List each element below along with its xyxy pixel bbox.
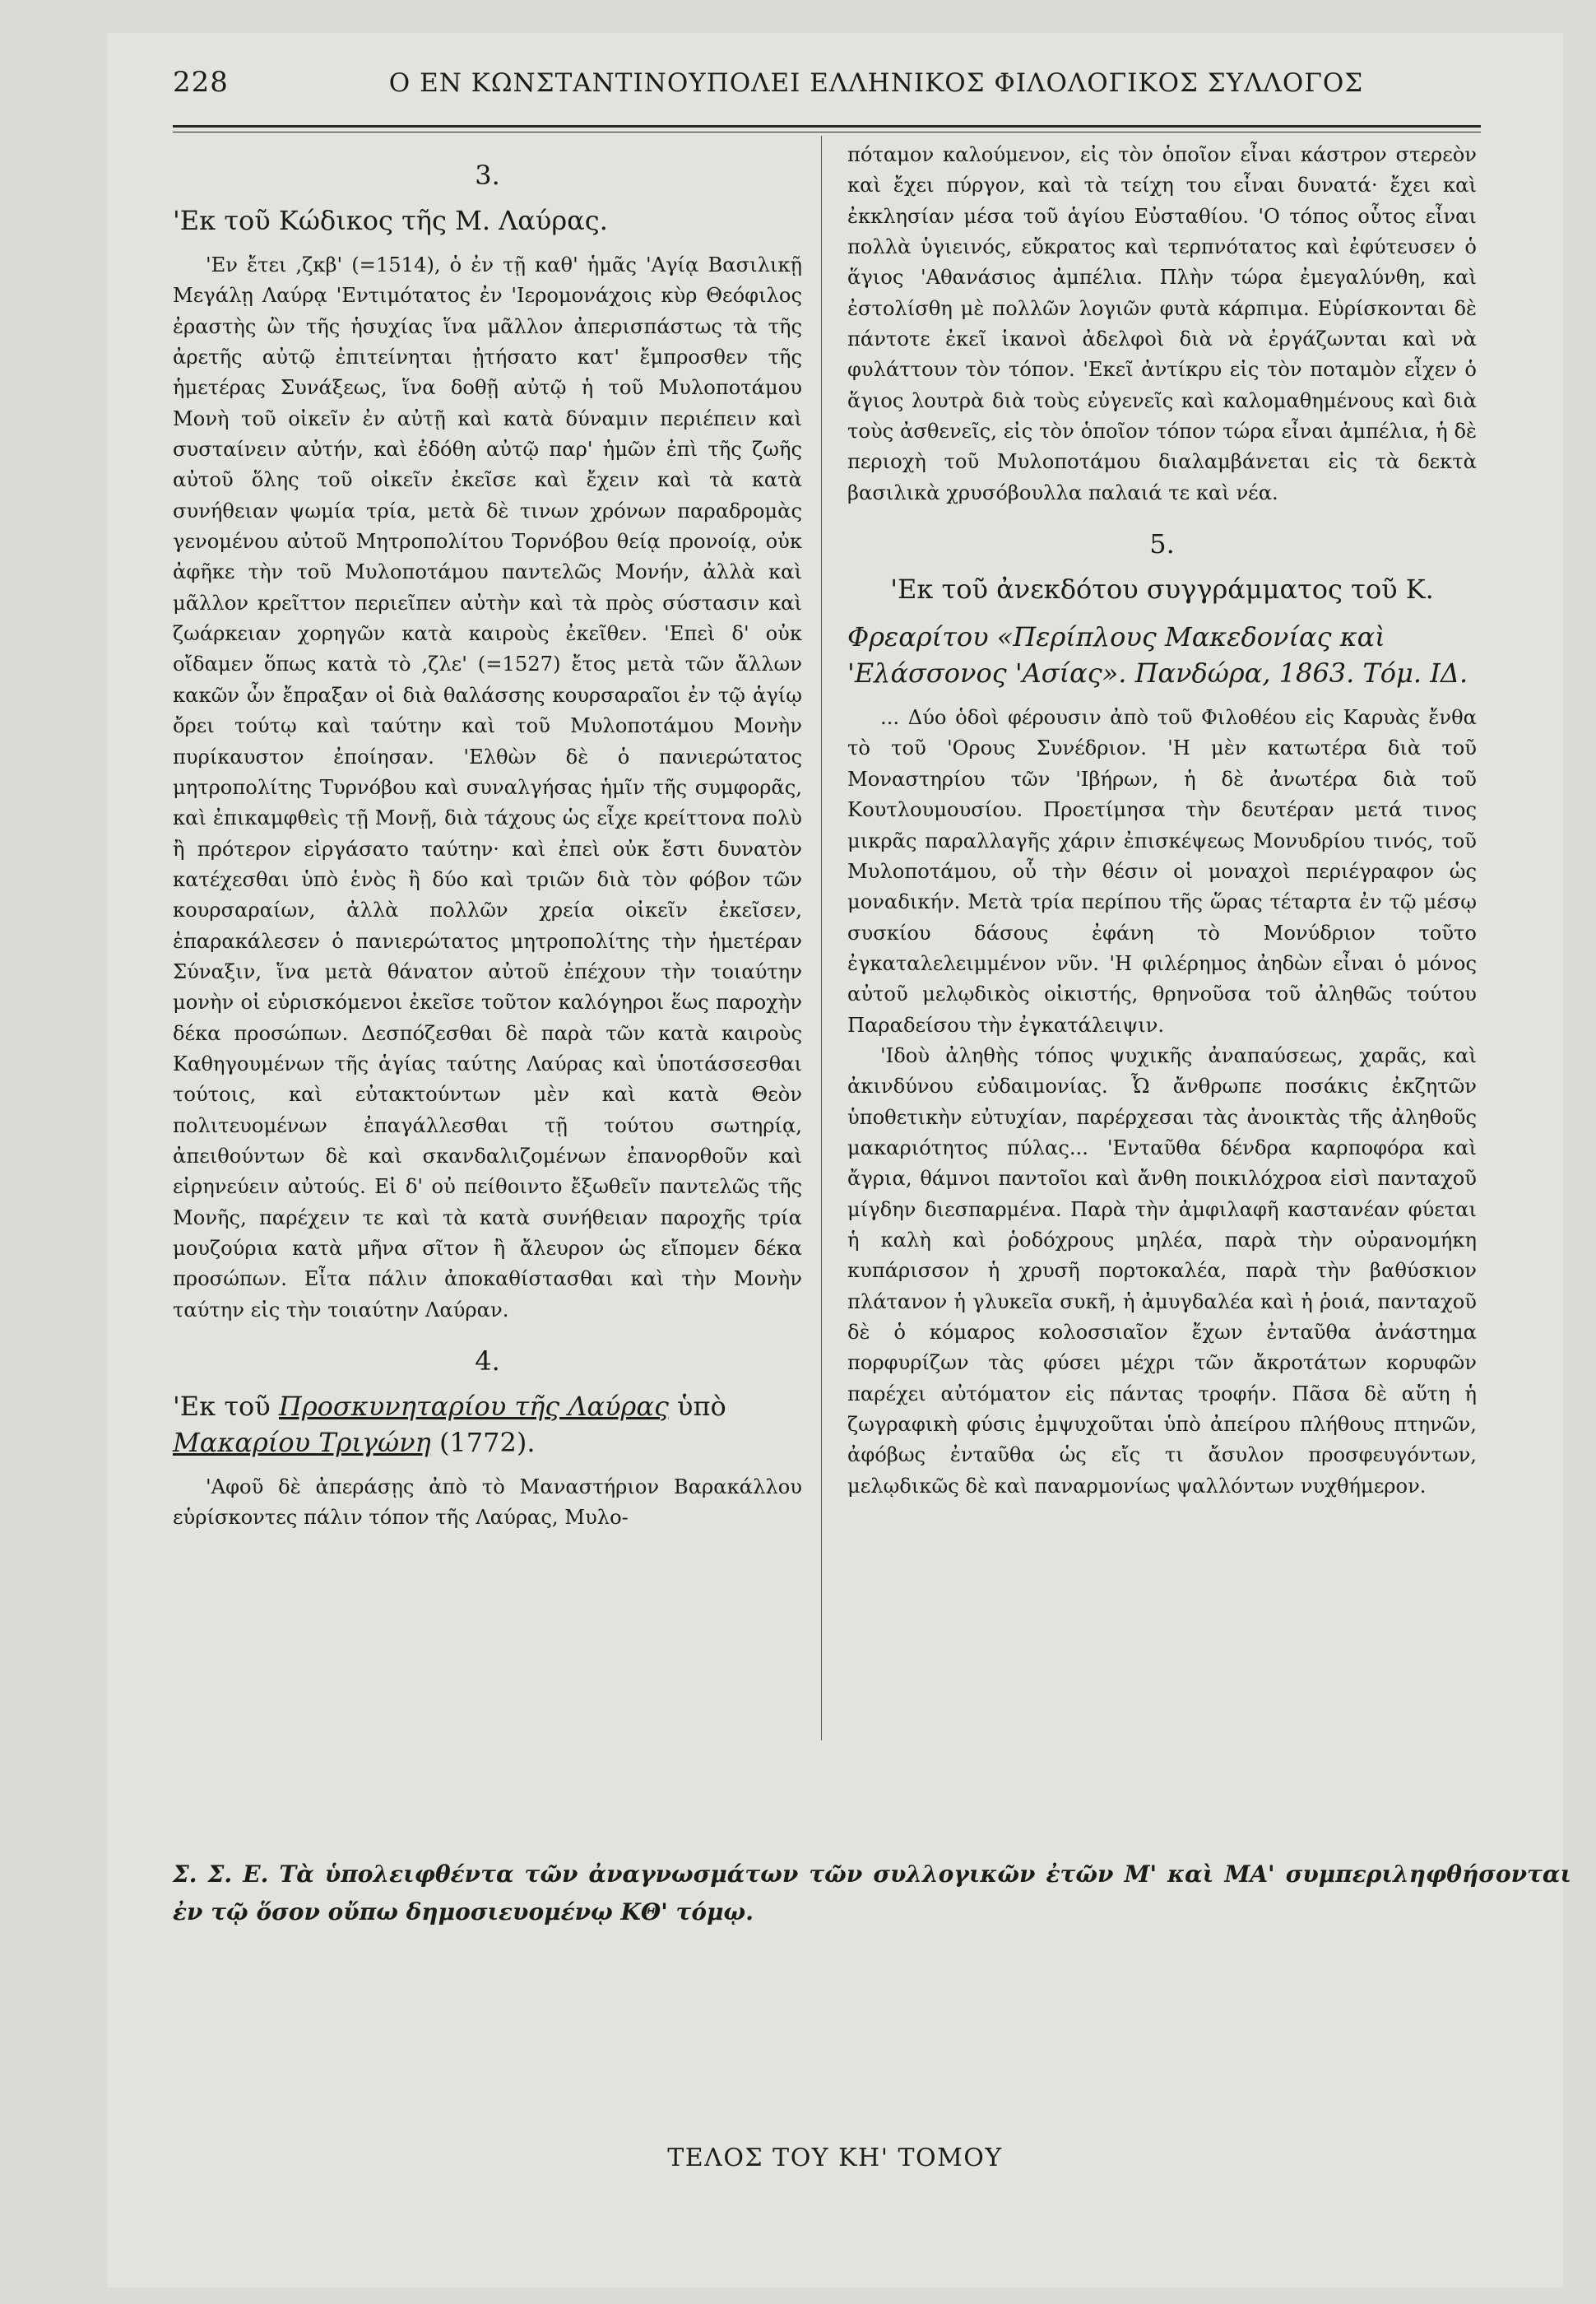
column-divider	[821, 136, 822, 1740]
running-title: Ο ΕΝ ΚΩΝΣΤΑΝΤΙΝΟΥΠΟΛΕΙ ΕΛΛΗΝΙΚΟΣ ΦΙΛΟΛΟΓΙΚΟΣ ΣΥΛΛΟΓΟΣ	[388, 68, 1364, 98]
section-5-para1: ... Δύο ὁδοὶ φέρουσιν ἀπὸ τοῦ Φιλοθέου εἰς Καρυὰς ἔνθα τὸ τοῦ 'Ορους Συνέδριον. 'Η μὲν κατωτέρα διὰ τοῦ Μοναστηρίου τῶν 'Ιβήρων, ἡ δὲ ἀνωτέρα διὰ τοῦ Κουτλουμουσίου. Προετίμησα τὴν δευτέραν μετά τινος μικρᾶς παραλλαγῆς χάριν ἐπισκέψεως Μονυδρίου τινός, τοῦ Μυλοποτάμου, οὗ τὴν θέσιν οἱ μοναχοὶ περιέγραφον ὡς μοναδικήν. Μετὰ τρία περίπου τῆς ὥρας τέταρτα ἐν τῷ μέσῳ συσκίου δάσους ἐφάνη τὸ Μονύδριον τοῦτο ἐγκαταλελειμμένον νῦν. 'Η φιλέρημος ἀηδὼν εἶναι ὁ μόνος αὐτοῦ μελῳδικὸς οἰκιστής, θρηνοῦσα τοῦ ἀληθῶς τούτου Παραδείσου τὴν ἐγκατάλειψιν.	[847, 706, 1477, 1037]
section-3-source: 'Εκ τοῦ Κώδικος τῆς Μ. Λαύρας.	[173, 205, 608, 236]
section-5-number: 5.	[1149, 528, 1175, 560]
section-3-number: 3.	[475, 160, 500, 191]
section-4-source-prefix: 'Εκ τοῦ	[173, 1391, 279, 1423]
right-column	[847, 140, 1477, 1502]
section-4-body: 'Αφοῦ δὲ ἀπεράσῃς ἀπὸ τὸ Μαναστήριον Βαρακάλλου εὑρίσκοντες πάλιν τόπον τῆς Λαύρας, Μυλο-	[173, 1475, 802, 1530]
section-5-source-line1: 'Εκ τοῦ ἀνεκδότου συγγράμματος τοῦ Κ.	[890, 574, 1434, 606]
section-4-source	[173, 1388, 802, 1461]
section-5-para2: 'Ιδοὺ ἀληθὴς τόπος ψυχικῆς ἀναπαύσεως, χαρᾶς, καὶ ἀκινδύνου εὐδαιμονίας. Ὦ ἄνθρωπε ποσάκις ἐκζητῶν ὑποθετικὴν εὐτυχίαν, παρέρχεσαι τὰς ἀνοικτὰς τῆς ἀληθοῦς μακαριότητος πύλας... 'Ενταῦθα δένδρα καρποφόρα καὶ ἄγρια, θάμνοι παντοῖοι καὶ ἄνθη ποικιλόχροα εἰσὶ πανταχοῦ μίγδην διεσπαρμένα. Παρὰ τὴν ἀμφιλαφῆ καστανέαν φύεται ἡ καλὴ καὶ ῥοδόχρους μηλέα, παρὰ τὴν οὐρανομήκη κυπάρισσον ἡ χρυσῆ πορτοκαλέα, παρὰ τὴν βαθύσκιον πλάτανον ἡ γλυκεῖα συκῆ, ἡ ἀμυγδαλέα καὶ ἡ ῥοιά, πανταχοῦ δὲ ὁ κόμαρος κολοσσιαῖον ἔχων ἐνταῦθα ἀνάστημα πορφυρίζων τὰς φύσει μέχρι τῶν ἄκροτάτων κορυφῶν παρέχει αὐτόματον εἰς πάντας τροφήν. Πᾶσα δὲ αὕτη ἡ ζωγραφικὴ φύσις ἐμψυχοῦται ὑπὸ ἀπείρου πλήθους πτηνῶν, ἀφόβως ἐνταῦθα ὡς εἴς τι ἄσυλον προσφευγόντων, μελῳδικῶς δὲ καὶ παναρμονίως ψαλλόντων νυχθήμερον.	[847, 1043, 1477, 1498]
running-header	[173, 66, 1473, 99]
section-4-body-continued: πόταμον καλούμενον, εἰς τὸν ὁποῖον εἶναι κάστρον στερεὸν καὶ ἔχει πύργον, καὶ τὰ τείχη του εἶναι δυνατά· ἔχει καὶ ἐκκλησίαν μέσα τοῦ ἁγίου Εὐσταθίου. 'Ο τόπος οὗτος εἶναι πολλὰ ὑγιεινός, εὔκρατος καὶ τερπνότατος καὶ ἐφύτευσεν ὁ ἅγιος 'Αθανάσιος ἀμπέλια. Πλὴν τώρα ἐμεγαλύνθη, καὶ ἐστολίσθη μὲ πολλῶν λογιῶν φυτὰ κάρπιμα. Εὑρίσκονται δὲ πάντοτε ἐκεῖ ἱκανοὶ ἀδελφοὶ διὰ νὰ ἐργάζωνται καὶ νὰ φυλάττουν τὸν τόπον. 'Εκεῖ ἀντίκρυ εἰς τὸν ποταμὸν εἶχεν ὁ ἅγιος λουτρὰ διὰ τοὺς εὐγενεῖς καὶ καλομαθημένους καὶ διὰ τοὺς ἀσθενεῖς, εἰς τὸν ὁποῖον τόπον τώρα εἶναι ἀμπέλια, ἡ δὲ περιοχὴ τοῦ Μυλοποτάμου διαλαμβάνεται εἰς τὰ δεκτὰ βασιλικὰ χρυσόβουλλα παλαιά τε καὶ νέα.	[847, 143, 1477, 504]
end-of-volume-mark: ΤΕΛΟΣ ΤΟΥ ΚΗ' ΤΟΜΟΥ	[667, 2144, 1003, 2172]
section-4-source-author: Μακαρίου Τριγώνη	[173, 1427, 431, 1459]
section-4-number: 4.	[475, 1345, 500, 1377]
section-3-body: 'Εν ἔτει ,ζκβ' (=1514), ὁ ἐν τῇ καθ' ἡμᾶς 'Αγίᾳ Βασιλικῇ Μεγάλῃ Λαύρᾳ 'Εντιμότατος ἐν 'Ιερομονάχοις κὺρ Θεόφιλος ἐραστὴς ὢν τῆς ἡσυχίας ἵνα μᾶλλον ἀπερισπάστως τὰ τῆς ἀρετῆς αὐτῷ ἐπιτείνηται ᾐτήσατο κατ' ἔμπροσθεν τῆς ἡμετέρας Συνάξεως, ἵνα δοθῇ αὐτῷ ἡ τοῦ Μυλοποτάμου Μονὴ τοῦ οἰκεῖν ἐν αὐτῇ καὶ κατὰ δύναμιν περιέπειν καὶ συσταίνειν αὐτήν, καὶ ἐδόθη αὐτῷ παρ' ἡμῶν ἐπὶ τῆς ζωῆς αὐτοῦ ὅλης τοῦ οἰκεῖν ἐκεῖσε καὶ ἔχειν καὶ τὰ κατὰ συνήθειαν ψωμία τρία, μετὰ δὲ τινων χρόνων παραδρομὰς γενομένου αὐτοῦ Μητροπολίτου Τορνόβου θείᾳ προνοίᾳ, οὐκ ἀφῆκε τὴν τοῦ Μυλοποτάμου παντελῶς Μονήν, ἀλλὰ καὶ μᾶλλον κρεῖττον περιεῖπεν αὐτὴν καὶ τὰ πρὸς σύστασιν καὶ ζωάρκειαν χορηγῶν κατὰ καιροὺς ἐκεῖθεν. 'Επεὶ δ' οὐκ οἴδαμεν ὅπως κατὰ τὸ ,ζλε' (=1527) ἔτος μετὰ τῶν ἄλλων κακῶν ὧν ἔπραξαν οἱ διὰ θαλάσσης κουρσαραῖοι ἐν τῷ ἁγίῳ ὄρει τούτῳ καὶ ταύτην καὶ τοῦ Μυλοποτάμου Μονὴν πυρίκαυστον ἐποίησαν. 'Ελθὼν δὲ ὁ πανιερώτατος μητροπολίτης Τυρνόβου καὶ συναλγήσας ἡμῖν τῆς συμφορᾶς, καὶ ἐπικαμφθεὶς τῇ Μονῇ, διὰ τάχους ὡς εἶχε κρείττονα πολὺ ἢ πρότερον εἰργάσατο ταύτην· καὶ ἐπεὶ οὐκ ἔστι δυνατὸν κατέχεσθαι ὑπὸ ἑνὸς ἢ δύο καὶ τριῶν διὰ τὸν φόβον τῶν κουρσαραίων, ἀλλὰ πολλῶν χρεία οἰκεῖν ἐκεῖσεν, ἐπαρακάλεσεν ὁ πανιερώτατος μητροπολίτης τὴν ἡμετέραν Σύναξιν, ἵνα μετὰ θάνατον αὐτοῦ ἐπέχουν τὴν τοιαύτην μονὴν οἱ εὑρισκόμενοι ἐκεῖσε τοῦτον καλόγηροι ἕως παροχὴν δέκα προσώπων. Δεσπόζεσθαι δὲ παρὰ τῶν κατὰ καιροὺς Καθηγουμένων τῆς ἁγίας ταύτης Λαύρας καὶ ὑποτάσσεσθαι τούτοις, καὶ εὐτακτούντων μὲν καὶ κατὰ Θεὸν πολιτευομένων ἐπαγάλλεσθαι τῇ τούτου σωτηρίᾳ, ἀπειθούντων δὲ καὶ σκανδαλιζομένων ἐπανορθοῦν καὶ εἰρηνεύειν αὐτούς. Εἰ δ' οὐ πείθοιντο ἔξωθεῖν παντελῶς τῆς Μονῆς, παρέχειν τε καὶ τὰ κατὰ συνήθειαν παροχῆς τρία μουζούρια κατὰ μῆνα σῖτον ἢ ἄλευρον ὡς εἴπομεν δέκα προσώπων. Εἶτα πάλιν ἀποκαθίστασθαι καὶ τὴν Μονὴν ταύτην εἰς τὴν τοιαύτην Λαύραν.	[173, 253, 802, 1322]
page-number: 228	[173, 66, 229, 99]
left-column	[173, 140, 802, 1534]
page-sheet	[107, 33, 1571, 2288]
section-4-source-year: (1772).	[430, 1427, 536, 1459]
editorial-footnote: Σ. Σ. Ε. Τὰ ὑπολειφθέντα τῶν ἀναγνωσμάτων τῶν συλλογικῶν ἐτῶν Μ' καὶ ΜΑ' συμπεριληφθήσονται ἐν τῷ ὅσον οὔπω δημοσιευομένῳ ΚΘ' τόμῳ.	[173, 1860, 1571, 1925]
section-5-source-line2: Φρεαρίτου «Περίπλους Μακεδονίας καὶ 'Ελάσσονος 'Ασίας». Πανδώρα, 1863. Τόμ. ΙΔ.	[847, 621, 1468, 690]
section-4-source-title: Προσκυνηταρίου τῆς Λαύρας	[278, 1391, 669, 1423]
header-rule	[173, 125, 1481, 128]
section-4-source-mid: ὑπὸ	[668, 1391, 726, 1423]
